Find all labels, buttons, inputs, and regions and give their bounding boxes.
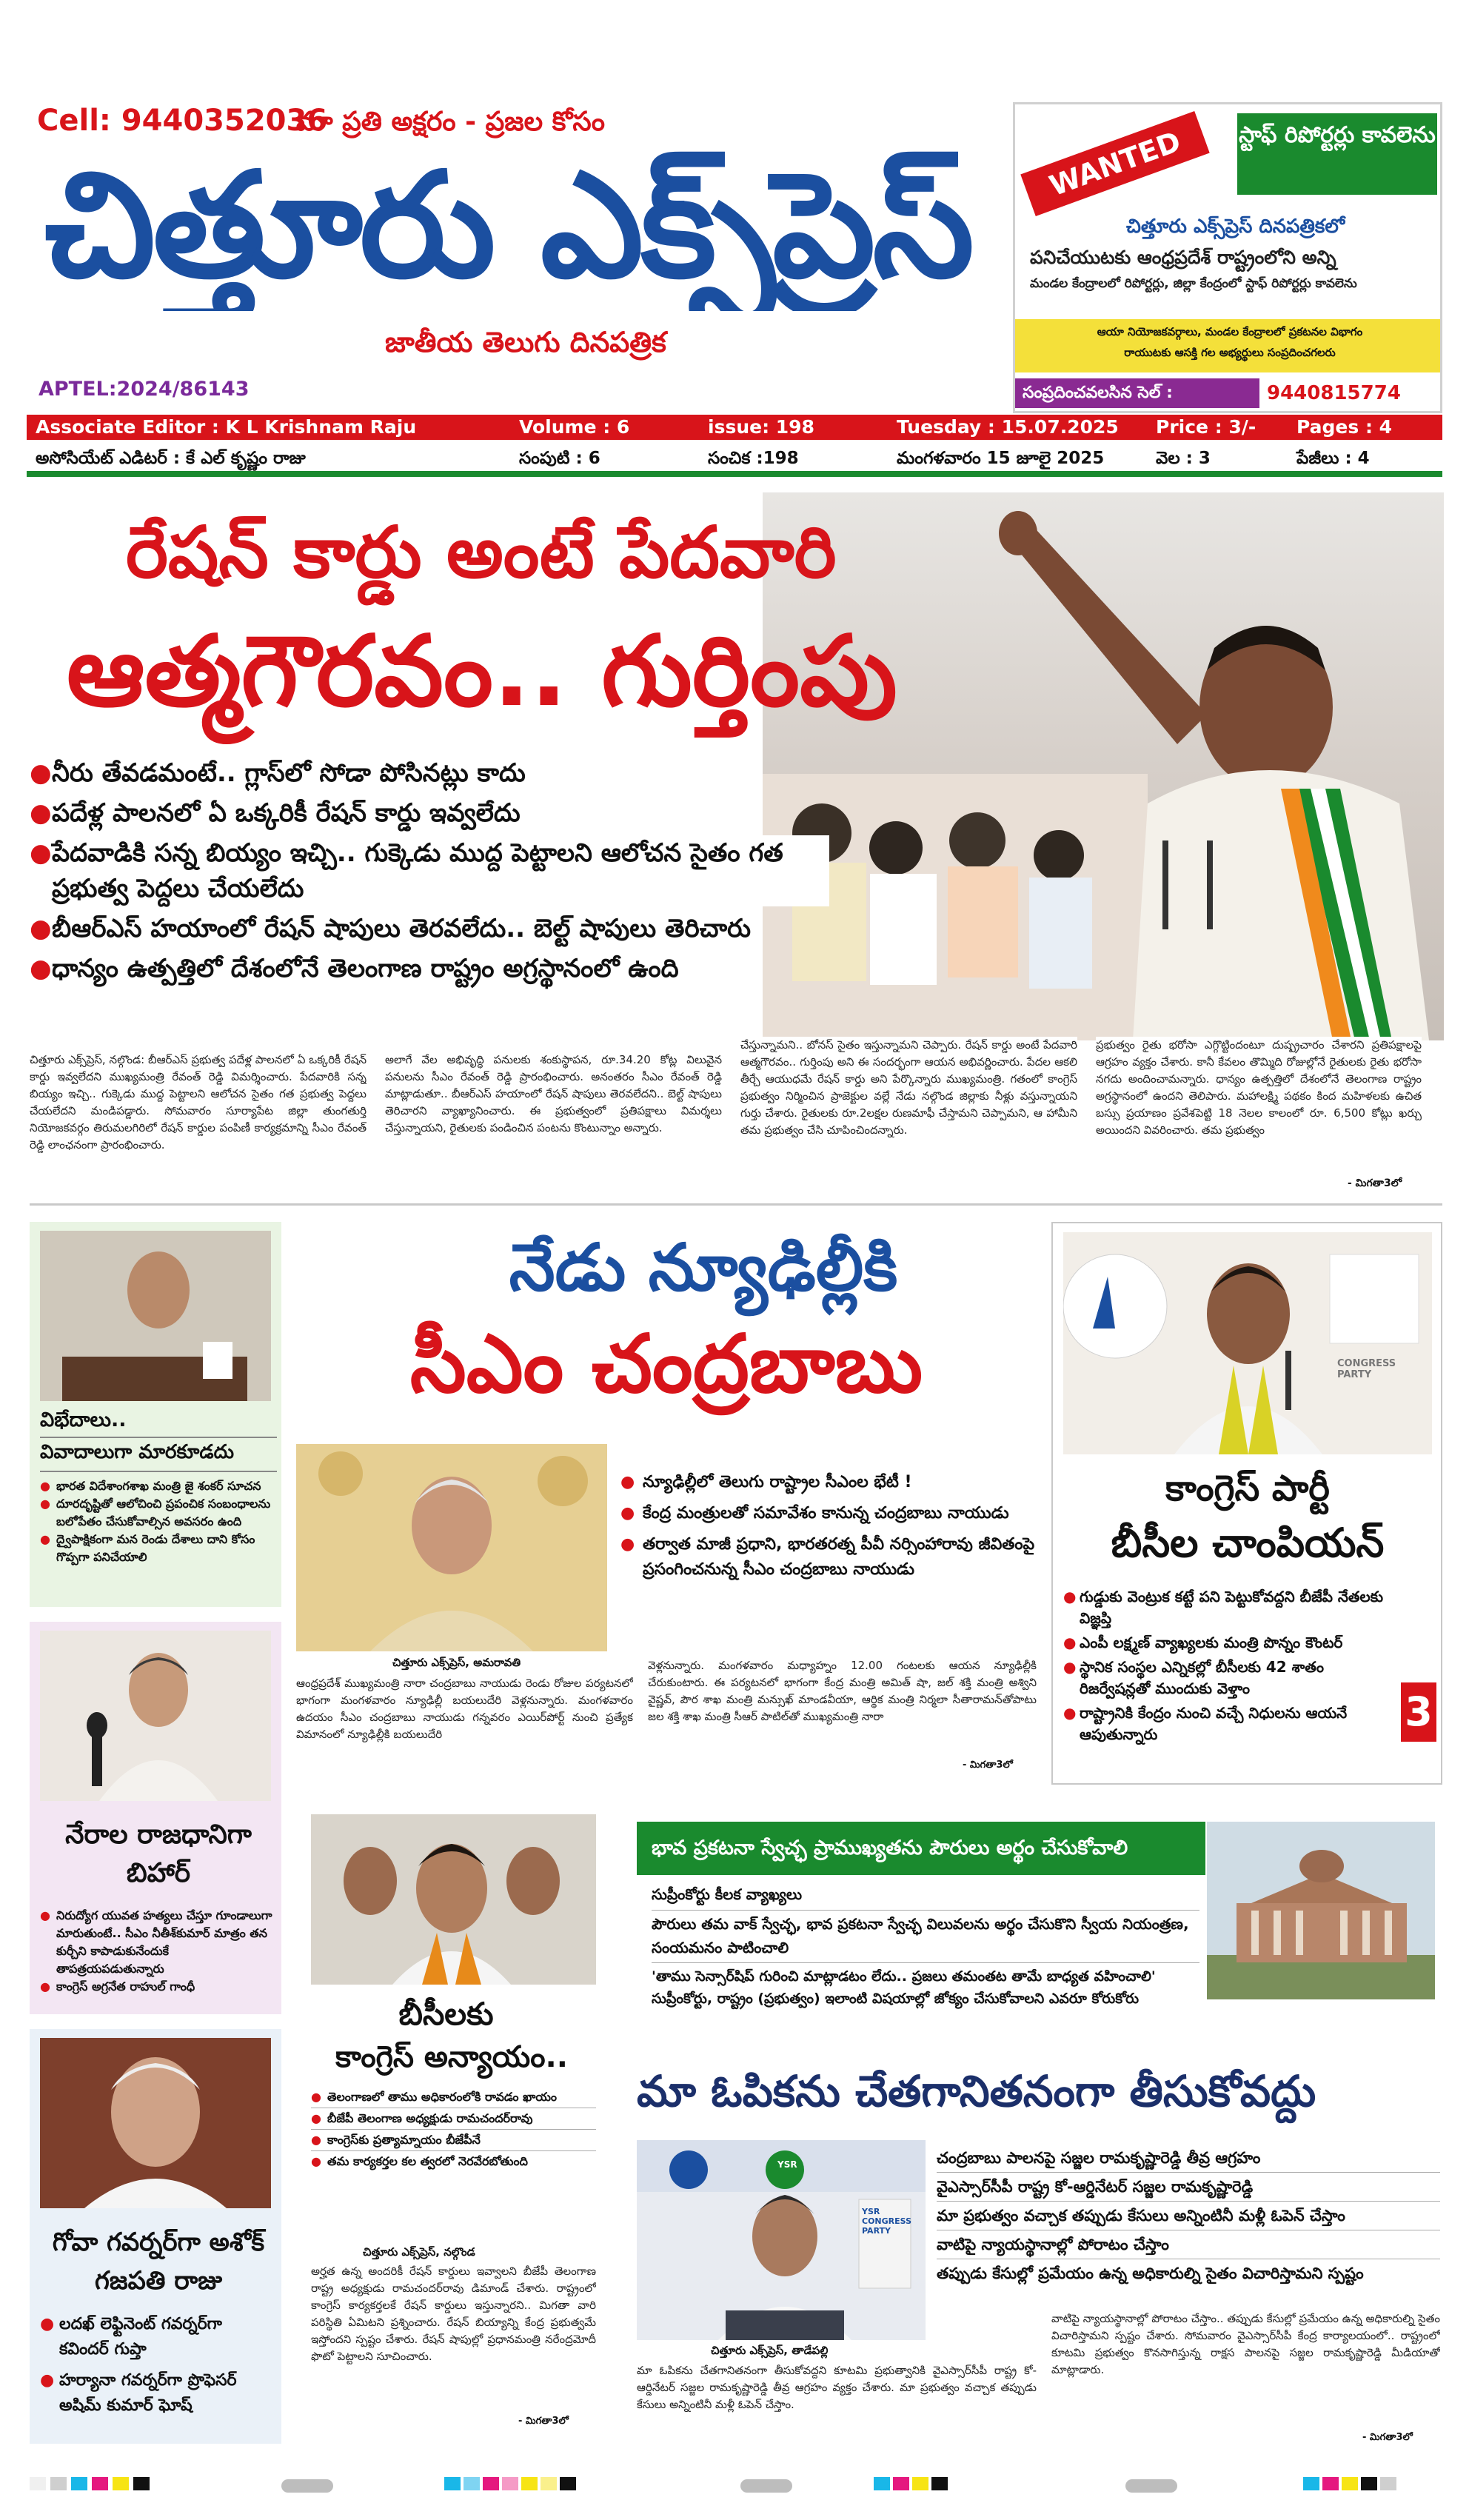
sidebar2-bullet: ● కాంగ్రెస్ అగ్రనేత రాహుల్ గాంధీ [40,1978,277,1996]
color-swatch [521,2477,538,2490]
color-swatch [1361,2477,1377,2490]
pages-en: Pages : 4 [1296,416,1393,438]
ysrcp-body-right: వాటిపై న్యాయస్థానాల్లో పోరాటం చేస్తాం.. తప్పుడు కేసుల్లో ప్రమేయం ఉన్న అధికారుల్ని సైతం విచారిస్తామని స్పష్టం చేశారు. సోమవారం వైఎస్సార్‌సీపీ కేంద్ర కార్యాలయంలో.. రాష్ట్రంలో కూటమి ప్రభుత్వం కొనసాగిస్తున్న రాక్షస పాలనపై సజ్జల రామకృష్ణారెడ్డి మీడియాతో మాట్లాడారు. [1051,2312,1440,2376]
chandrababu-illustration [296,1444,607,1651]
sajjala-photo [637,2140,926,2340]
cbn-bullet: ● న్యూఢిల్లీలో తెలుగు రాష్ట్రాల సీఎంల భేటీ ! [620,1470,1035,1495]
color-swatch [1322,2477,1339,2490]
sidebar1-headline: వివాదాలుగా మారకూడదు [40,1437,277,1472]
color-swatch [464,2477,480,2490]
print-pill-mark [281,2479,333,2493]
info-bar-english [27,415,1442,440]
bc-continued: - మిగతా3లో [518,2416,569,2427]
sidebar-rahul [30,1622,281,2014]
color-swatch [1342,2477,1358,2490]
wanted-yellow-line2: రాయుటకు ఆసక్తి గల అభ్యర్థులు సంప్రదించగలరు [1124,346,1336,359]
ysrcp-bullet: వైఎస్సార్‌సీపీ రాష్ట్ర కో-ఆర్డినేటర్ సజ్జల రామకృష్ణారెడ్డి [937,2173,1440,2202]
color-swatch [931,2477,948,2490]
ysrcp-bullet: తప్పుడు కేసుల్లో ప్రమేయం ఉన్న అధికారుల్ని సైతం విచారిస్తామని స్పష్టం [937,2265,1364,2282]
ysrcp-bullet: వాటిపై న్యాయస్థానాల్లో పోరాటం చేస్తాం [937,2230,1440,2259]
editor-en: Associate Editor : K L Krishnam Raju [36,416,417,438]
cbn-body-left: ఆంధ్రప్రదేశ్ ముఖ్యమంత్రి నారా చంద్రబాబు నాయుడు రెండు రోజుల పర్యటనలో భాగంగా మంగళవారం న్యూఢిల్లీ బయలుదేరి వెళ్లనున్నారు. మంగళవారం ఉదయం సీఎం చంద్రబాబు నాయుడు గన్నవరం ఎయిర్‌పోర్ట్ నుంచి ప్రత్యేక విమానంలో న్యూఢిల్లీకి బయలుదేరి [296,1677,633,1741]
cbn-dateline: చిత్తూరు ఎక్స్‌ప్రెస్, అమరావతి [392,1656,521,1669]
issue-te: సంచిక :198 [708,449,799,468]
ysrcp-bullet: చంద్రబాబు పాలనపై సజ్జల రామకృష్ణారెడ్డి తీవ్ర ఆగ్రహం [937,2144,1440,2173]
ysrcp-body-left: మా ఓపికను చేతగానితనంగా తీసుకోవద్దని కూటమి ప్రభుత్వానికి వైఎస్సార్‌సీపీ రాష్ట్ర కో-ఆర్డినేటర్ సజ్జల రామకృష్ణారెడ్డి తీవ్ర ఆగ్రహం వ్యక్తం చేశారు. మా ప్రభుత్వం వచ్చాక తప్పుడు కేసులు అన్నింటినీ మళ్లీ ఓపెన్ చేస్తాం. [637,2364,1037,2411]
sidebar2-bullet: ● నిరుద్యోగ యువత హత్యలు చేస్తూ గూండాలుగా మారుతుంటే.. సీఎం నీతీశ్‌కుమార్ మాత్రం తన కుర్చీని కాపాడుకునేందుకే తాపత్రయపడుతున్నారు [40,1907,277,1978]
sidebar-ashok-gajapathi [30,2029,281,2444]
lead-body-col1: చిత్తూరు ఎక్స్‌ప్రెస్, నల్గొండ: బీఆర్ఎస్ ప్రభుత్వ పదేళ్ల పాలనలో ఏ ఒక్కరికీ రేషన్ కార్డు ఇవ్వలేదని ముఖ్యమంత్రి రేవంత్ రెడ్డి విమర్శించారు. పేదవారికి సన్న బియ్యం ఇచ్చి.. గుక్కెడు ముద్ద పెట్టాలని ఆలోచన సైతం గత ప్రభుత్వ పెద్దలు చేయలేదని మండిపడ్డారు. సోమవారం సూర్యాపేట జిల్లా తుంగతుర్తి నియోజకవర్గం తిరుమలగిరిలో రేషన్ కార్డుల పంపిణీ కార్యక్రమాన్ని సీఎం రేవంత్ రెడ్డి లాంఛనంగా ప్రారంభించారు. [30,1053,367,1152]
bc-bullets [311,2088,596,2170]
supreme-line1: సుప్రీంకోర్టు కీలక వ్యాఖ్యలు [652,1885,1199,1911]
color-swatch [912,2477,928,2490]
issue-en: issue: 198 [708,416,814,438]
supreme-court-box [622,1807,1442,2073]
lead-bullet: ● బీఆర్ఎస్ హయాంలో రేషన్ షాపులు తెరవలేదు.. బెల్ట్ షాపులు తెరిచారు [30,911,751,946]
sajjala-illustration [637,2140,926,2340]
bc-bullet: ● తమ కార్యకర్తల కల త్వరలో నెరవేరబోతుంది [311,2153,596,2170]
lead-bullet: ● పదేళ్ల పాలనలో ఏ ఒక్కరికీ రేషన్ కార్డు ఇవ్వలేదు [30,795,521,831]
color-swatch [874,2477,890,2490]
congress-box [1051,1222,1442,1785]
lead-bullet: ● నీరు తేవడమంటే.. గ్లాస్‌లో సోడా పోసినట్లు కాదు [30,755,526,791]
color-swatch [113,2477,129,2490]
color-swatch [541,2477,557,2490]
sidebar3-bullet: ● హర్యానా గవర్నర్‌గా ప్రొఫెసర్ అషిమ్ కుమార్ ఘోష్ [40,2368,277,2419]
lead-body-col4: ప్రభుత్వం రైతు భరోసా ఎగ్గొట్టిందంటూ దుష్ప్రచారం చేశారని ప్రతిపక్షాలపై ఆగ్రహం వ్యక్తం చేశారు. కానీ కేవలం తొమ్మిది రోజుల్లోనే రైతులకు రైతు భరోసా నగదు అందించామన్నారు. ధాన్యం ఉత్పత్తిలో దేశంలోనే తెలంగాణ రాష్ట్రం అగ్రస్థానంలో ఉందని తెలిపారు. మహాలక్ష్మి పథకం కింద మహిళలకు ఉచిత బస్సు ప్రయాణం ప్రవేశపెట్టి 18 నెలల కాలంలో రూ. 6,500 కోట్లు ఖర్చు అయిందని వివరించారు. తమ ప్రభుత్వం [1096,1037,1422,1177]
color-swatch [560,2477,576,2490]
wanted-header: స్టాఫ్ రిపోర్టర్లు కావలెను [1237,113,1437,195]
color-swatch [71,2477,87,2490]
print-pill-mark [1125,2479,1177,2493]
jaishankar-illustration [40,1231,271,1401]
ysr-congress-photo-label: YSR CONGRESS PARTY [862,2207,911,2236]
wanted-line1: చిత్తూరు ఎక్స్‌ప్రెస్ దినపత్రికలో [1126,215,1345,238]
sidebar1-bullet: ● దూరదృష్టితో ఆలోచించి ప్రపంచిక సంబంధాలను బలోపేతం చేసుకోవాల్సిన అవసరం ఉంది [40,1495,277,1531]
jaishankar-photo [40,1231,271,1401]
bc-bullet: ● తెలంగాణలో తాము అధికారంలోకి రావడం ఖాయం [311,2088,596,2108]
wanted-contact [1015,374,1442,411]
lead-headline-line1: రేషన్ కార్డు అంటే పేదవారి [126,511,837,594]
cbn-body-right: వెళ్లనున్నారు. మంగళవారం మధ్యాహ్నం 12.00 గంటలకు ఆయన న్యూఢిల్లీకి చేరుకుంటారు. ఈ పర్యటనలో భాగంగా కేంద్ర మంత్రి అమిత్ షా, జల్ శక్తి మంత్రి అశ్విని వైష్ణవ్, పౌర శాఖ మంత్రి మన్సుఖ్ మాండవీయా, ఆర్థిక మంత్రి నిర్మలా సీతారామన్‌తోపాటు జల శక్తి శాఖ మంత్రి సీఆర్ పాటిల్‌తో ముఖ్యమంత్రి నారా [648,1659,1037,1723]
date-te: మంగళవారం 15 జూలై 2025 [897,449,1105,468]
print-color-strip-right [874,2477,1007,2492]
ramachandra-rao-photo [311,1814,596,1985]
color-swatch [1380,2477,1396,2490]
newspaper-title: చిత్తూరు ఎక్స్‌ప్రెస్ [44,141,972,310]
bc-dateline: చిత్తూరు ఎక్స్‌ప్రెస్, నల్గొండ [363,2245,475,2259]
volume-te: సంపుటి : 6 [519,449,600,468]
sidebar-jaishankar [30,1222,281,1607]
print-pill-mark [740,2479,792,2493]
wanted-yellow-strip [1015,319,1442,372]
ysrcp-dateline: చిత్తూరు ఎక్స్‌ప్రెస్, తాడేపల్లి [711,2344,829,2357]
cbn-continued: - మిగతా3లో [963,1759,1013,1771]
wanted-yellow-line1: ఆయా నియోజకవర్గాలు, మండల కేంద్రాలలో ప్రకటనల విభాగం [1097,325,1363,338]
ysrcp-bullets [937,2144,1440,2287]
lead-body-col3: చేస్తున్నామని.. బోనస్ సైతం ఇస్తున్నామని చెప్పారు. రేషన్ కార్డు అంటే పేదవారి ఆత్మగౌరవం.. గుర్తింపు అని ఈ సందర్భంగా ఆయన అభివర్ణించారు. పేదల ఆకలి తీర్చే ఆయుధమే రేషన్ కార్డు అని పేర్కొన్నారు ముఖ్యమంత్రి. గతంలో కాంగ్రెస్ ప్రభుత్వం నిర్మించిన ప్రాజెక్టుల వల్లే నేడు నల్గొండ జిల్లాకు నీళ్లు వస్తున్నాయని గుర్తు చేశారు. రైతులకు రూ.2లక్షల రుణమాఫీ చేస్తామని చెప్పామని, ఆ హామీని తమ ప్రభుత్వం చేసి చూపించిందన్నారు. [740,1037,1077,1192]
ysr-photo-label: YSR [777,2159,797,2170]
color-swatch [92,2477,108,2490]
lead-headline-line2: ఆత్మగౌరవం.. గుర్తింపు [67,615,897,729]
print-color-strip-left [30,2477,193,2492]
congress-headline-line2: బీసీల చాంపియన్ [1111,1520,1385,1566]
cbn-headline-line1: నేడు న్యూఢిల్లీకి [509,1229,898,1306]
supreme-court-photo [1207,1822,1435,1999]
ponnam-photo [1063,1232,1432,1454]
cbn-bullet: ● కేంద్ర మంత్రులతో సమావేశం కానున్న చంద్రబాబు నాయుడు [620,1501,1035,1526]
sidebar3-bullets [40,2312,277,2419]
ashok-illustration [40,2038,271,2208]
masthead [30,104,1007,400]
editor-te: అసోసియేట్ ఎడిటర్ : కే ఎల్ కృష్ణం రాజు [36,449,306,468]
bc-story-box [296,1807,596,2444]
wanted-line3: మండల కేంద్రాలలో రిపోర్టర్లు, జిల్లా కేంద్రంలో స్టాఫ్ రిపోర్టర్లు కావలెను [1030,276,1357,291]
congress-page-reference: 3 [1401,1682,1436,1742]
sidebar1-bullet: ● భారత విదేశాంగశాఖ మంత్రి జై శంకర్ సూచన [40,1477,277,1495]
chandrababu-photo [296,1444,607,1651]
sidebar2-bullets [40,1907,277,1996]
wanted-advertisement [1013,102,1442,413]
lead-body-col2: అలాగే వేల అభివృద్ధి పనులకు శంకుస్థాపన, రూ.34.20 కోట్ల విలువైన పనులను సీఎం రేవంత్ రెడ్డి ప్రారంభించారు. అనంతరం సీఎం రేవంత్ రెడ్డి మాట్లాడుతూ.. బీఆర్ఎస్ హయాంలో రేషన్ షాపులు తెరవలేదని.. బెల్ట్ షాపులు తెరిచారని వ్యాఖ్యానించారు. ఈ ప్రభుత్వంలో ప్రతిపక్షాలు విమర్శలు చేస్తున్నాయని, రైతులకు పండించిన పంటను కొంటున్నాం అన్నారు. [385,1053,722,1134]
print-color-strip-mid [444,2477,652,2492]
lead-bullet: ● పేదవాడికి సన్న బియ్యం ఇచ్చి.. గుక్కెడు ముద్ద పెట్టాలని ఆలోచన సైతం గత ప్రభుత్వ పెద్దలు చేయలేదు [30,835,829,906]
volume-en: Volume : 6 [519,416,630,438]
wanted-line2: పనిచేయుటకు ఆంధ్రప్రదేశ్ రాష్ట్రంలోని అన్ని [1030,247,1336,268]
color-swatch [893,2477,909,2490]
congress-headline-line1: కాంగ్రెస్ పార్టీ [1165,1468,1330,1509]
info-bar-telugu [27,444,1442,477]
bc-headline-line1: బీసీలకు [398,1996,494,2032]
color-swatch [502,2477,518,2490]
sidebar1-bullet: ● ద్వైపాక్షికంగా మన రెండు దేశాలు దాని కోసం గొప్పగా పనిచేయాలి [40,1531,277,1566]
registration-number: APTEL:2024/86143 [39,378,250,401]
supreme-line2: పౌరులు తమ వాక్ స్వేచ్ఛ, భావ ప్రకటనా స్వేచ్ఛ విలువలను అర్థం చేసుకొని స్వీయ నియంత్రణ, సంయమనం పాటించాలి [652,1912,1199,1963]
wanted-badge: WANTED [1020,111,1209,216]
pages-te: పేజీలు : 4 [1296,449,1370,468]
ashok-gajapathi-photo [40,2038,271,2208]
color-swatch [133,2477,150,2490]
congress-bullet: ● స్థానిక సంస్థల ఎన్నికల్లో బీసీలకు 42 శాతం రిజర్వేషన్లతో ముందుకు వెళ్తాం [1063,1657,1396,1700]
congress-bullet: ● ఎంపీ లక్ష్మణ్ వ్యాఖ్యలకు మంత్రి పొన్నం కౌంటర్ [1063,1632,1396,1654]
ponnam-illustration [1063,1232,1432,1454]
color-swatch [444,2477,461,2490]
bc-bullet: ● కాంగ్రెస్‌కు ప్రత్యామ్నాయం బీజేపీనే [311,2131,596,2151]
cbn-headline-line2: సీఎం చంద్రబాబు [409,1318,923,1411]
rahul-gandhi-photo [40,1631,271,1801]
cbn-bullet: ● తర్వాత మాజీ ప్రధాని, భారతరత్న పీవీ నర్సింహారావు జీవితంపై ప్రసంగించనున్న సీఎం చంద్రబాబు నాయుడు [620,1532,1035,1582]
congress-bullets [1063,1586,1396,1745]
bc-headline-line2: కాంగ్రెస్ అన్యాయం.. [335,2040,568,2074]
sidebar2-headline: నేరాల రాజధానిగా బిహార్ [65,1819,252,1888]
date-en: Tuesday : 15.07.2025 [897,416,1119,438]
cbn-bullets [620,1470,1035,1582]
supreme-court-illustration [1207,1822,1435,1999]
contact-label: సంప్రదించవలసిన సెల్ : [1015,378,1259,408]
bc-body: అర్హత ఉన్న అందరికీ రేషన్ కార్డులు ఇవ్వాలని బీజేపీ తెలంగాణ రాష్ట్ర అధ్యక్షుడు రామచందర్‌రావు డిమాండ్ చేశారు. రాష్ట్రంలో కాంగ్రెస్ కార్యకర్తలకే రేషన్ కార్డులు ఇస్తున్నారని.. మిగతా వారి పరిస్థితి ఏమిటని ప్రశ్నించారు. రేషన్ బియ్యాన్ని కేంద్ర ప్రభుత్వమే ఇస్తోందని స్పష్టం చేశారు. రేషన్ షాపుల్లో ప్రధానమంత్రి నరేంద్రమోదీ ఫొటో పెట్టాలని సూచించారు. [311,2265,596,2363]
color-swatch [1303,2477,1319,2490]
sidebar3-bullet: ● లదఖ్ లెఫ్టినెంట్ గవర్నర్‌గా కవిందర్ గుప్తా [40,2312,277,2362]
phone-number: Cell: 9440352036 [37,104,328,138]
divider [30,1203,1442,1206]
color-swatch [50,2477,67,2490]
bc-bullet: ● బీజేపీ తెలంగాణ అధ్యక్షుడు రామచందర్‌రావు [311,2110,596,2130]
congress-bullet: ● గుడ్డుకు వెంట్రుక కట్టే పని పెట్టుకోవద్దని బీజేపీ నేతలకు విజ్ఞప్తి [1063,1586,1396,1629]
ramachandra-rao-illustration [311,1814,596,1985]
contact-number: 9440815774 [1267,382,1401,404]
congress-party-photo-label: CONGRESS PARTY [1337,1358,1396,1380]
lead-continued: - మిగతా3లో [1348,1177,1402,1189]
ysrcp-headline: మా ఓపికను చేతగానితనంగా తీసుకోవద్దు [637,2066,1316,2116]
price-en: Price : 3/- [1156,416,1256,438]
ysrcp-bullet: మా ప్రభుత్వం వచ్చాక తప్పుడు కేసులు అన్నింటినీ మళ్లీ ఓపెన్ చేస్తాం [937,2202,1440,2230]
color-swatch [483,2477,499,2490]
price-te: వెల : 3 [1156,449,1211,468]
congress-bullet: ● రాష్ట్రానికి కేంద్రం నుంచి వచ్చే నిధులను ఆయనే ఆపుతున్నారు [1063,1702,1396,1745]
title-subtitle: జాతీయ తెలుగు దినపత్రిక [385,326,666,358]
sidebar1-kicker: విభేదాలు.. [40,1408,127,1431]
tagline: మా ప్రతి అక్షరం - ప్రజల కోసం [296,107,605,137]
lead-bullets [30,755,829,986]
rahul-illustration [40,1631,271,1801]
print-color-strip-far [1303,2477,1436,2492]
sidebar1-bullets [40,1477,277,1566]
sidebar3-headline: గోవా గవర్నర్‌గా అశోక్ గజపతి రాజు [52,2227,265,2296]
ysrcp-continued: - మిగతా3లో [1362,2432,1413,2443]
supreme-banner: భావ ప్రకటనా స్వేచ్ఛ ప్రాముఖ్యతను పౌరులు అర్థం చేసుకోవాలి [637,1822,1205,1875]
lead-bullet: ● ధాన్యం ఉత్పత్తిలో దేశంలోనే తెలంగాణ రాష్ట్రం అగ్రస్థానంలో ఉంది [30,951,679,986]
color-swatch [30,2477,46,2490]
supreme-line3: 'తాము సెన్సార్‌షిప్ గురించి మాట్లాడటం లేదు.. ప్రజలు తమంతట తామే బాధ్యత వహించాలి' సుప్రీంకోర్టు, రాష్ట్రం (ప్రభుత్వం) ఇలాంటి విషయాల్లో జోక్యం చేసుకోవాలని ఎవరూ కోరుకోరు [652,1968,1156,2007]
